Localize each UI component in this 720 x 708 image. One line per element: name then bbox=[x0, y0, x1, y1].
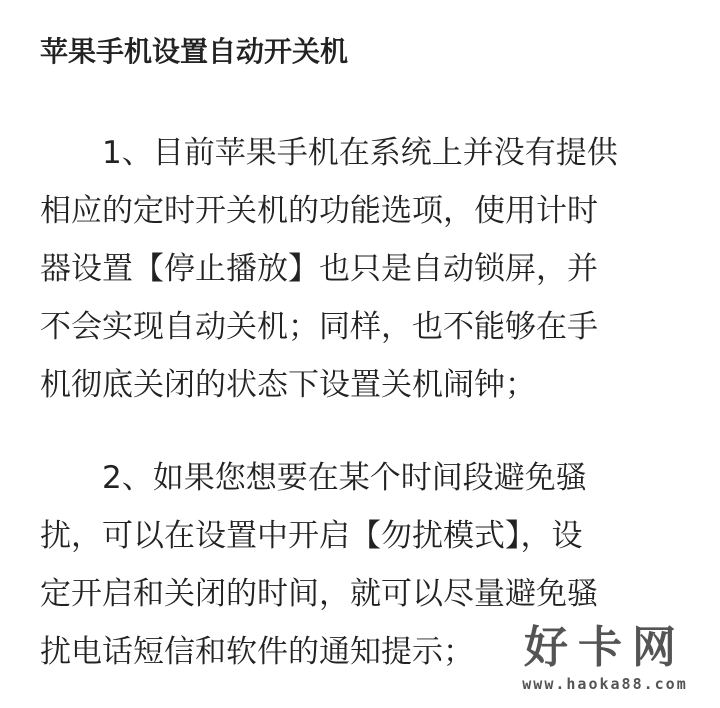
paragraph-1 bbox=[40, 124, 690, 414]
paragraph-1-line-3: 器设置【停止播放】也只是自动锁屏，并 bbox=[40, 251, 598, 287]
paragraph-1-line-5: 机彻底关闭的状态下设置关机闹钟； bbox=[40, 367, 536, 403]
paragraph-1-line-2: 相应的定时开关机的功能选项，使用计时 bbox=[40, 193, 598, 229]
article-title: 苹果手机设置自动开关机 bbox=[40, 35, 349, 68]
watermark-logo: 好卡网 bbox=[524, 622, 686, 673]
watermark bbox=[510, 622, 700, 694]
paragraph-2-line-4: 扰电话短信和软件的通知提示； bbox=[40, 634, 474, 670]
paragraph-1-line-4: 不会实现自动关机；同样，也不能够在手 bbox=[40, 309, 598, 345]
paragraph-2-line-2: 扰，可以在设置中开启【勿扰模式】，设 bbox=[40, 518, 583, 554]
paragraph-2-line-1: 2、如果您想要在某个时间段避免骚 bbox=[102, 460, 587, 496]
paragraph-2-line-3: 定开启和关闭的时间，就可以尽量避免骚 bbox=[40, 576, 598, 612]
paragraph-1-line-1: 1、目前苹果手机在系统上并没有提供 bbox=[102, 135, 618, 171]
watermark-url: www.haoka88.com bbox=[522, 675, 688, 693]
